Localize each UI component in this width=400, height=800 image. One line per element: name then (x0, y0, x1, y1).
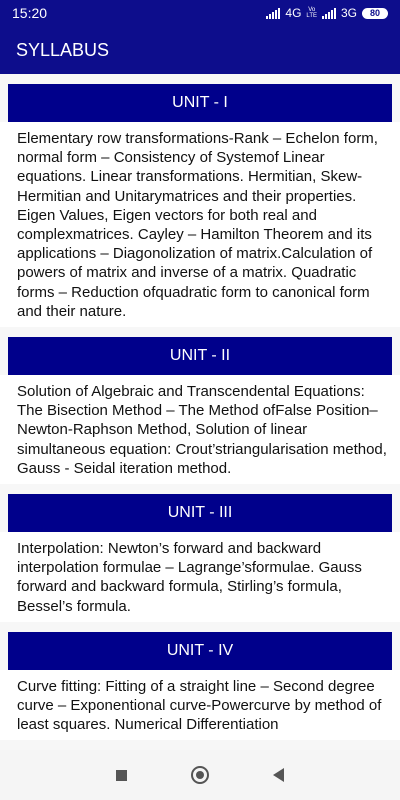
recents-square-icon[interactable] (116, 770, 127, 781)
network-primary-label: 4G (285, 6, 302, 20)
page-title: SYLLABUS (16, 39, 110, 60)
unit-header: UNIT - IV (8, 632, 392, 670)
unit-section (0, 632, 400, 741)
unit-body: Interpolation: Newton’s forward and backward interpolation formulae – Lagrange’sformulae. Gauss forward and backward formula, Stirling’s formula, Bessel’s formula. (0, 532, 400, 622)
unit-section (0, 84, 400, 327)
system-nav-bar (0, 750, 400, 800)
unit-body: Solution of Algebraic and Transcendental Equations: The Bisection Method – The Method ofFalse Position– Newton-Raphson Method, Solution of linear simultaneous equation: Crout’striangularisation method, Gauss - Seidal iteration method. (0, 375, 400, 484)
status-indicators (266, 6, 388, 20)
volte-badge (306, 7, 317, 19)
unit-header: UNIT - III (8, 494, 392, 532)
unit-section (0, 337, 400, 484)
battery-icon: 80 (362, 8, 388, 19)
status-time: 15:20 (12, 5, 48, 21)
signal-icon-secondary (322, 8, 336, 19)
volte-top-label: Vo (308, 7, 316, 13)
network-secondary-label: 3G (340, 6, 357, 20)
volte-bottom-label: LTE (306, 13, 317, 19)
status-bar (0, 0, 400, 26)
unit-body: Curve fitting: Fitting of a straight line – Second degree curve – Exponentional curve-Powercurve by method of least squares. Numerical Differentiation (0, 670, 400, 741)
signal-icon (266, 8, 280, 19)
app-bar (0, 26, 400, 74)
unit-header: UNIT - I (8, 84, 392, 122)
unit-section (0, 494, 400, 622)
syllabus-scroll-area[interactable] (0, 74, 400, 750)
home-circle-icon[interactable] (191, 766, 209, 784)
unit-body: Elementary row transformations-Rank – Echelon form, normal form – Consistency of Systemof Linear equations. Linear transformations. Hermitian, Skew-Hermitian and Unitarymatrices and their properties. Eigen Values, Eigen vectors for both real and complexmatrices. Cayley – Hamilton Theorem and its applications – Diagonolization of matrix.Calculation of powers of matrix and inverse of a matrix. Quadratic forms – Reduction ofquadratic form to canonical form and their nature. (0, 122, 400, 327)
unit-header: UNIT - II (8, 337, 392, 375)
back-triangle-icon[interactable] (273, 768, 284, 782)
